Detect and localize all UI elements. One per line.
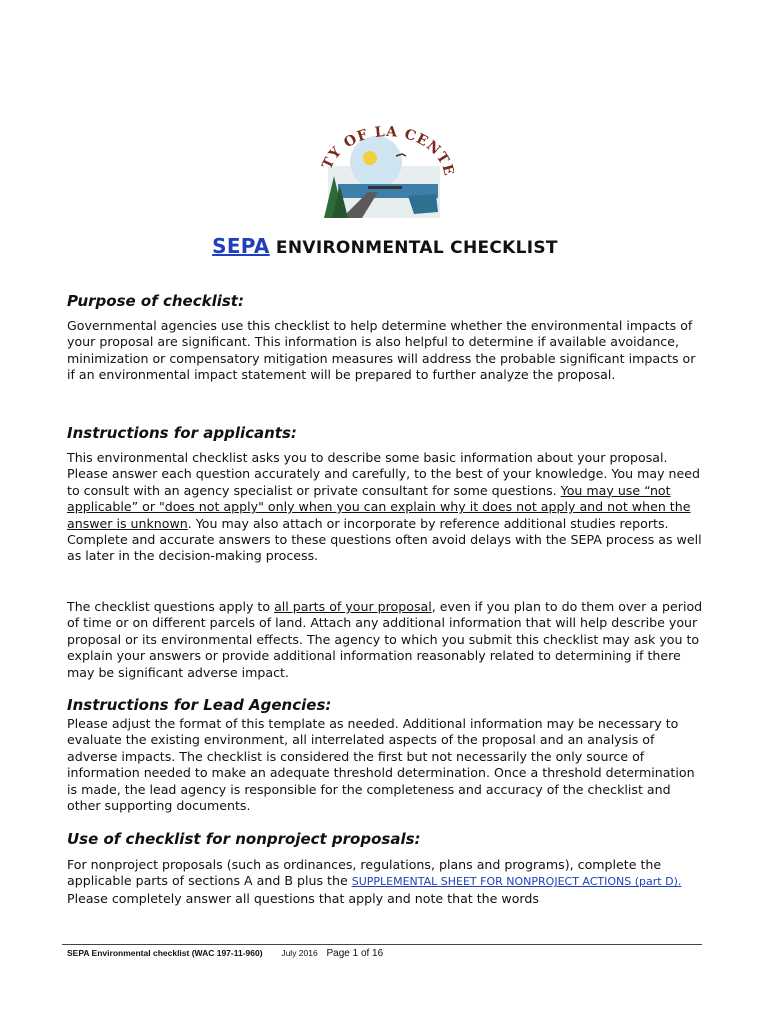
footer-doc: SEPA Environmental checklist (WAC 197-11-960)	[67, 948, 263, 958]
applicants-heading: Instructions for applicants:	[67, 424, 297, 442]
purpose-body: Governmental agencies use this checklist to help determine whether the environmental impacts of your proposal are significant. This information is also helpful to determine if available avoidance, minimization or compensatory mitigation measures will address the probable significant impacts or if an environmental impact statement will be prepared to further analyze the proposal.	[67, 318, 696, 383]
lead-body: Please adjust the format of this template as needed. Additional information may be necessary to evaluate the existing environment, all interrelated aspects of the proposal and an analysis of adverse impacts. The checklist is considered the first but not necessarily the only source of information needed to make an adequate threshold determination. Once a threshold determination is made, the lead agency is responsible for the completeness and accuracy of the checklist and other supporting documents.	[67, 716, 695, 814]
footer-date: July 2016	[281, 948, 318, 958]
lead-heading: Instructions for Lead Agencies:	[67, 696, 332, 714]
city-logo	[318, 126, 454, 222]
nonproject-heading: Use of checklist for nonproject proposals:	[67, 830, 421, 848]
logo-text: TY OF LA CENT	[319, 126, 453, 172]
title-rest: ENVIRONMENTAL CHECKLIST	[269, 238, 558, 258]
footer-divider	[62, 944, 702, 945]
supplemental-sheet-link[interactable]: SUPPLEMENTAL SHEET FOR NONPROJECT ACTIONS (part D).	[351, 875, 682, 889]
purpose-heading: Purpose of checklist:	[67, 292, 244, 310]
footer-page: Page 1 of 16	[326, 948, 384, 959]
applicants-paragraph-2: The checklist questions apply to all parts of your proposal, even if you plan to do them over a period of time or on different parcels of land. Attach any additional information that will help describe your proposal or its environmental effects. The agency to which you submit this checklist may ask you to explain your answers or provide additional information reasonably related to determining if there may be significant adverse impact.	[67, 599, 703, 680]
page-title	[0, 234, 770, 258]
footer	[67, 948, 383, 959]
sepa-link[interactable]: SEPA	[212, 234, 270, 258]
nonproject-body: For nonproject proposals (such as ordinances, regulations, plans and programs), complete the applicable parts of sections A and B plus the SUPPLEMENTAL SHEET FOR NONPROJECT ACTIONS (part D). Please completely answer all questions that apply and note that the words	[67, 857, 682, 906]
applicants-paragraph-1: This environmental checklist asks you to describe some basic information about your proposal. Please answer each question accurately and carefully, to the best of your knowledge. You may need to consult with an agency specialist or private consultant for some questions. You may use “not applicable” or "does not apply" only when you can explain why it does not apply and not when the answer is unknown. You may also attach or incorporate by reference additional studies reports. Complete and accurate answers to these questions often avoid delays with the SEPA process as well as later in the decision-making process.	[67, 450, 702, 564]
